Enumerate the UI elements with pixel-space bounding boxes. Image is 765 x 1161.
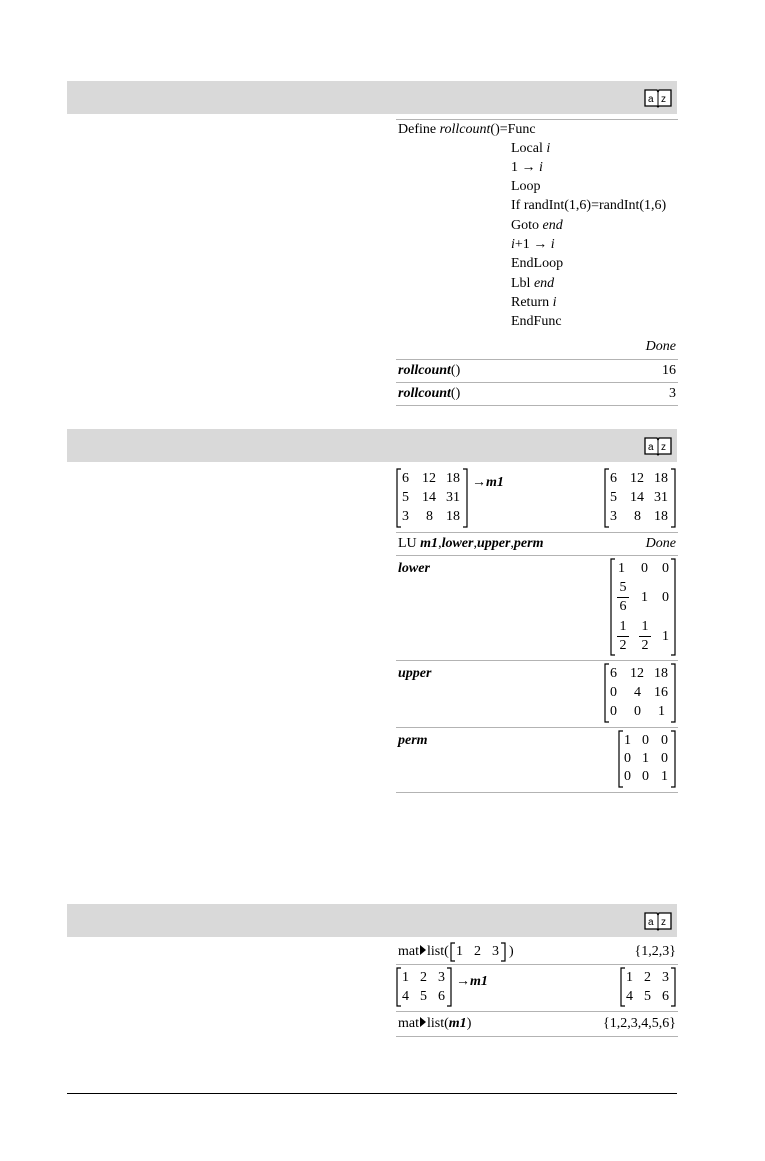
matrix-cell: 2 <box>420 970 427 985</box>
matrix-cell: 6 <box>610 666 617 681</box>
reference-book-icon <box>643 435 673 456</box>
local-keyword: Local <box>511 141 547 156</box>
matrix-cell: 8 <box>634 509 641 524</box>
matrix-cell: 5 <box>644 989 651 1004</box>
parens: () <box>450 386 461 401</box>
matrix-cell: 8 <box>426 509 433 524</box>
matrix-cell: 5 <box>610 490 617 505</box>
matrix-cell: 4 <box>626 989 633 1004</box>
matrix-cell: 31 <box>654 490 668 505</box>
matrix-lower <box>610 558 676 656</box>
matrix-cell: 6 <box>662 989 669 1004</box>
define-keyword: Define <box>398 122 440 137</box>
store-arrow-icon: → <box>456 974 470 989</box>
call-result: 16 <box>662 363 676 378</box>
matrix-cell: 4 <box>402 989 409 1004</box>
goto-keyword: Goto <box>511 218 543 233</box>
fraction-5-6: 5 6 <box>617 580 629 615</box>
matrix-store-row <box>396 466 678 533</box>
store-arrow-icon: → <box>529 237 551 252</box>
matrix-cell: 0 <box>642 769 649 784</box>
lower-row <box>396 556 678 661</box>
fraction-1-2: 1 2 <box>617 619 629 654</box>
matrix-cell: 18 <box>654 471 668 486</box>
reference-book-icon <box>643 87 673 108</box>
call-row <box>396 360 678 383</box>
matrix-cell: 3 <box>492 944 499 959</box>
matrix-cell: 16 <box>654 685 668 700</box>
matrix-cell: 0 <box>661 733 668 748</box>
matrix-cell: 0 <box>641 561 648 576</box>
matrix-cell: 31 <box>446 490 460 505</box>
matrix-cell: 1 <box>661 769 668 784</box>
footer-rule <box>67 1093 677 1094</box>
matrix-cell: 3 <box>662 970 669 985</box>
matrix-cell: 0 <box>624 769 631 784</box>
matrix-cell: 3 <box>438 970 445 985</box>
matrix-cell: 1 <box>662 629 669 644</box>
init-value: 1 <box>511 160 518 175</box>
reference-book-icon <box>643 910 673 931</box>
matlist-row-m1: mat list(m1) {1,2,3,4,5,6} <box>396 1012 678 1037</box>
paren-open: ( <box>444 944 449 959</box>
matrix-cell: 1 <box>402 970 409 985</box>
matrix-cell: 4 <box>634 685 641 700</box>
lower-label: lower <box>398 561 430 576</box>
var-i: i <box>550 237 555 252</box>
svg-text:a: a <box>648 917 654 928</box>
var-i: i <box>539 160 543 175</box>
matrix-cell: 1 <box>618 561 625 576</box>
matrix-cell: 0 <box>610 685 617 700</box>
perm-row <box>396 728 678 793</box>
if-line: If randInt(1,6)=randInt(1,6) <box>511 198 667 213</box>
matrix-result <box>620 967 676 1007</box>
endloop-keyword: EndLoop <box>511 256 564 271</box>
store-target: m1 <box>470 974 488 989</box>
matrix-cell: 1 <box>456 944 463 959</box>
label-end: end <box>533 276 555 291</box>
increment: +1 <box>514 237 530 252</box>
matrix-cell: 1 <box>642 751 649 766</box>
lu-keyword: LU <box>398 536 421 551</box>
lu-arg: perm <box>513 536 544 551</box>
matrix-cell: 1 <box>624 733 631 748</box>
matrix-cell: 3 <box>402 509 409 524</box>
matrix-cell: 0 <box>634 704 641 719</box>
matrix-cell: 18 <box>654 509 668 524</box>
matrix-cell: 6 <box>610 471 617 486</box>
svg-text:z: z <box>661 94 666 105</box>
list-keyword: list <box>427 944 445 959</box>
list-result: {1,2,3} <box>634 944 676 959</box>
lu-result: Done <box>645 536 676 551</box>
label-end: end <box>542 218 563 233</box>
function-name: rollcount <box>439 122 491 137</box>
call-expr: rollcount <box>398 363 451 378</box>
section-header-3 <box>67 904 677 937</box>
upper-row <box>396 661 678 728</box>
matlist-row-vector <box>396 940 678 965</box>
func-keyword: ()=Func <box>490 122 536 137</box>
var-i: i <box>552 295 557 310</box>
matrix-cell: 5 <box>420 989 427 1004</box>
parens: () <box>450 363 461 378</box>
matrix-cell: 12 <box>422 471 436 486</box>
lu-command-row: LU m1,lower,upper,perm Done <box>396 533 678 556</box>
matrix-cell: 1 <box>641 590 648 605</box>
call-row <box>396 383 678 406</box>
store-arrow-icon: → <box>472 475 486 490</box>
row-vector <box>450 942 506 962</box>
define-block <box>396 119 678 360</box>
store-arrow-icon: → <box>518 160 539 175</box>
matrix-cell: 0 <box>642 733 649 748</box>
matrix-cell: 0 <box>662 590 669 605</box>
svg-text:a: a <box>648 94 654 105</box>
example-panel-2 <box>396 466 678 793</box>
store-target: m1 <box>486 475 504 490</box>
matrix-upper <box>604 663 676 723</box>
matrix-m1-input <box>396 468 468 528</box>
matrix-cell: 6 <box>402 471 409 486</box>
matrix-input <box>396 967 452 1007</box>
matrix-m1-result <box>604 468 676 528</box>
matrix-store-row <box>396 965 678 1012</box>
fraction-1-2: 1 2 <box>639 619 651 654</box>
convert-triangle-icon <box>420 1017 426 1027</box>
var-i: i <box>511 237 515 252</box>
matrix-perm <box>618 730 676 788</box>
matrix-cell: 1 <box>658 704 665 719</box>
matrix-cell: 0 <box>661 751 668 766</box>
svg-text:a: a <box>648 442 654 453</box>
list-keyword: list <box>427 1016 445 1031</box>
lu-arg: m1 <box>420 536 439 551</box>
call-expr: rollcount <box>398 386 451 401</box>
svg-text:z: z <box>661 442 666 453</box>
matrix-cell: 1 <box>626 970 633 985</box>
define-result: Done <box>645 339 676 354</box>
list-result: {1,2,3,4,5,6} <box>603 1016 676 1031</box>
var-i: i <box>546 141 551 156</box>
mat-keyword: mat <box>398 1016 419 1031</box>
section-header-2 <box>67 429 677 462</box>
loop-keyword: Loop <box>511 179 541 194</box>
matrix-cell: 2 <box>474 944 481 959</box>
lu-arg: lower <box>441 536 474 551</box>
matrix-cell: 14 <box>630 490 644 505</box>
matrix-cell: 2 <box>644 970 651 985</box>
matrix-cell: 18 <box>446 471 460 486</box>
arg-m1: m1 <box>448 1016 467 1031</box>
mat-keyword: mat <box>398 944 419 959</box>
paren-close: ) <box>509 944 514 959</box>
matrix-cell: 5 <box>402 490 409 505</box>
upper-label: upper <box>398 666 432 681</box>
matrix-cell: 18 <box>654 666 668 681</box>
matrix-cell: 3 <box>610 509 617 524</box>
lu-arg: upper <box>476 536 511 551</box>
perm-label: perm <box>398 733 428 748</box>
lbl-keyword: Lbl <box>511 276 534 291</box>
matrix-cell: 12 <box>630 471 644 486</box>
example-panel-3 <box>396 940 678 1037</box>
return-keyword: Return <box>511 295 553 310</box>
endfunc-keyword: EndFunc <box>511 314 562 329</box>
convert-triangle-icon <box>420 945 426 955</box>
svg-text:z: z <box>661 917 666 928</box>
section-header-1 <box>67 81 677 114</box>
matrix-cell: 18 <box>446 509 460 524</box>
call-result: 3 <box>669 386 676 401</box>
example-panel-1 <box>396 119 678 406</box>
matrix-cell: 0 <box>624 751 631 766</box>
matrix-cell: 0 <box>610 704 617 719</box>
matrix-cell: 14 <box>422 490 436 505</box>
matrix-cell: 6 <box>438 989 445 1004</box>
matrix-cell: 0 <box>662 561 669 576</box>
matrix-cell: 12 <box>630 666 644 681</box>
